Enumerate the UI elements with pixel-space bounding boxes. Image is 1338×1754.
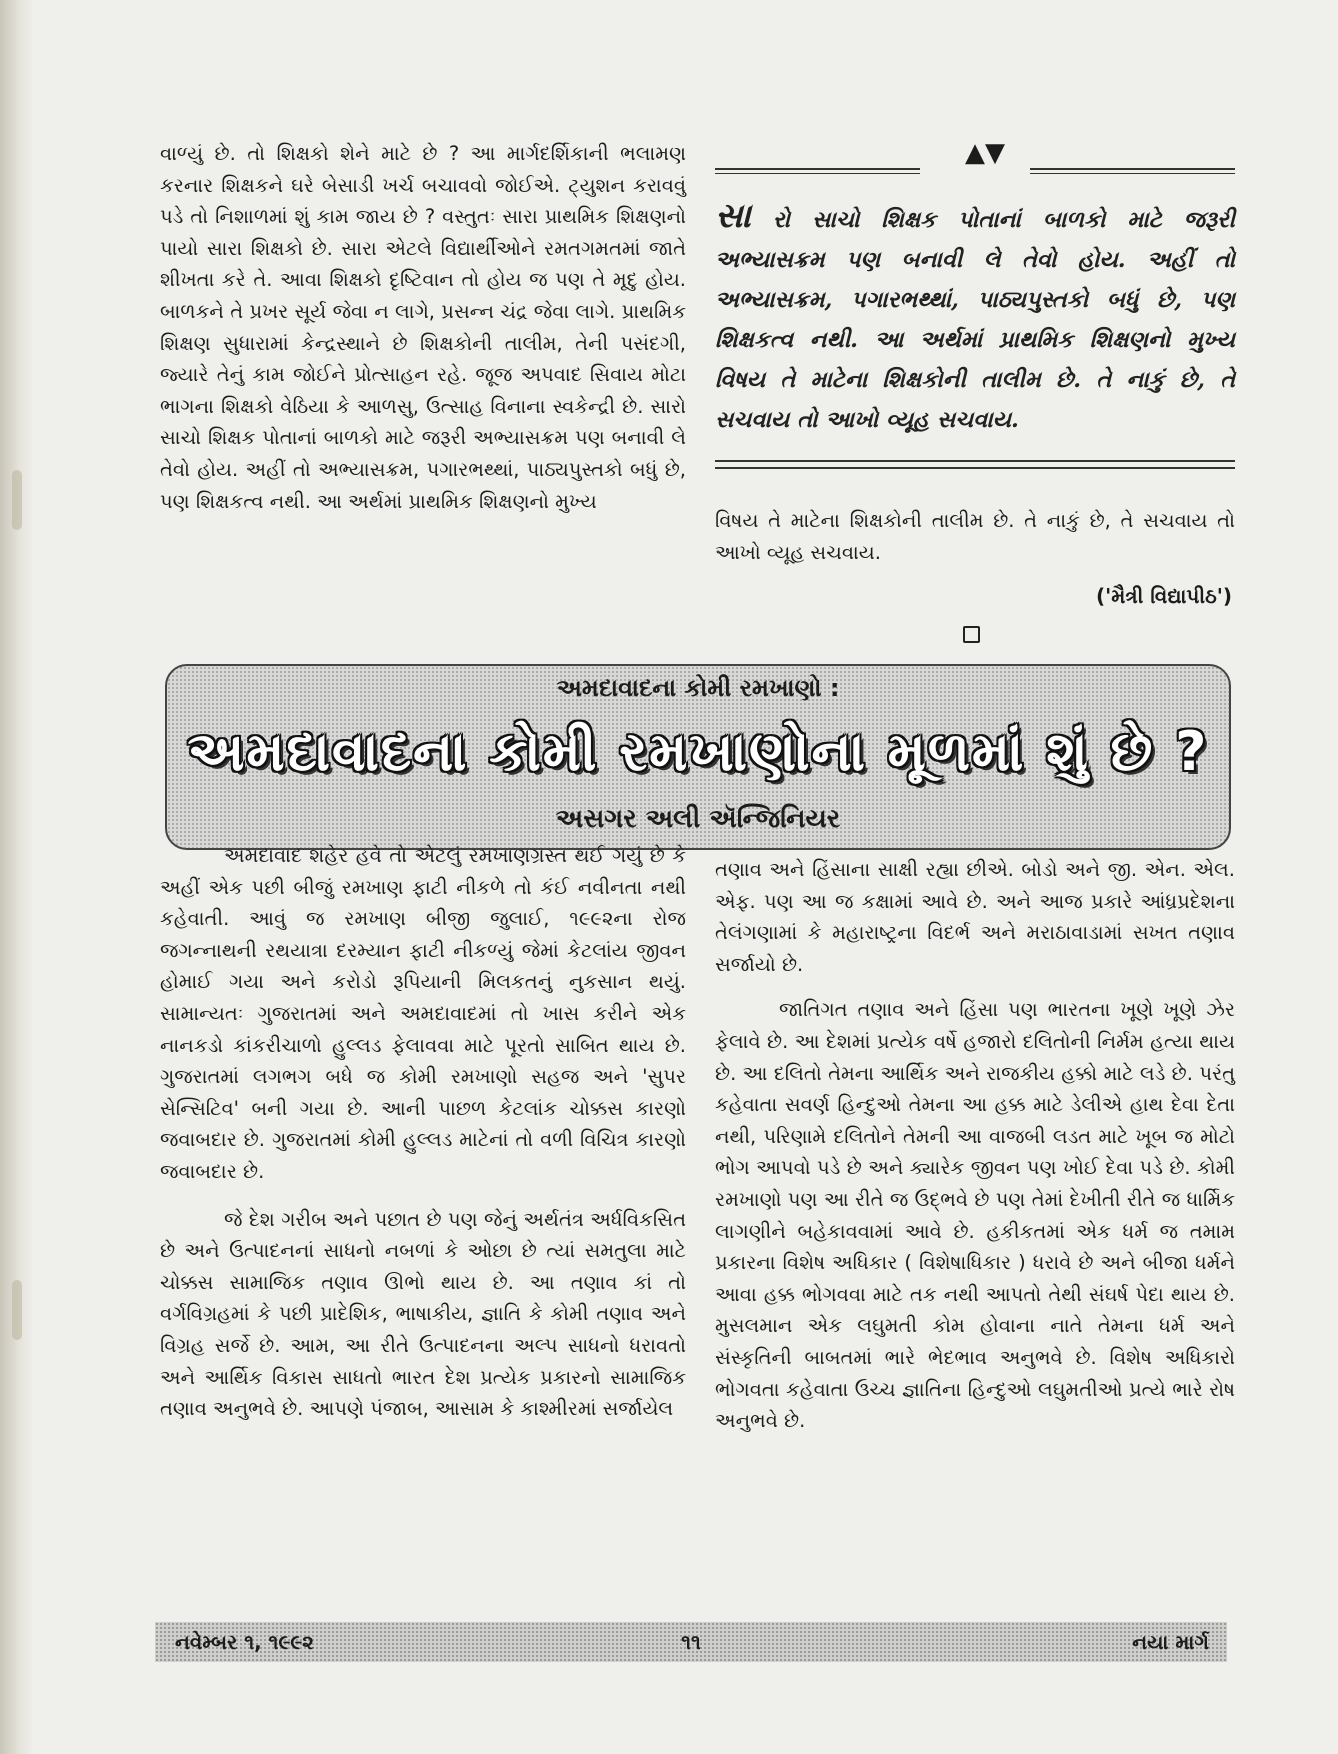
magazine-name: નયા માર્ગ <box>1132 1630 1209 1654</box>
pullquote-rule-bottom <box>715 460 1235 469</box>
author-byline: અસગર અલી ઍન્જિનિયર <box>555 804 841 834</box>
paragraph: જાતિગત તણાવ અને હિંસા પણ ભારતના ખૂણે ખૂણે ઝેર ફેલાવે છે. આ દેશમાં પ્રત્યેક વર્ષે હજારો દલિતોની નિર્મમ હત્યા થાય છે. આ દલિતો તેમના આર્થિક અને રાજકીય હક્કો માટે લડે છે. પરંતુ કહેવાતા સવર્ણ હિન્દુઓ તેમના આ હક્ક માટે ડેલીએ હાથ દેવા દેતા નથી, પરિણામે દલિતોને તેમની આ વાજબી લડત માટે ખૂબ જ મોટો ભોગ આપવો પડે છે અને ક્યારેક જીવન પણ ખોઈ દેવા પડે છે. કોમી રમખાણો પણ આ રીતે જ ઉદ્ભવે છે પણ તેમાં દેખીતી રીતે જ ધાર્મિક લાગણીને બહેકાવવામાં આવે છે. હકીકતમાં એક ધર્મ જ તમામ પ્રકારના વિશેષ અધિકાર ( વિશેષાધિકાર ) ધરાવે છે અને બીજા ધર્મને આવા હક્ક ભોગવવા માટે તક નથી આપતો તેથી સંઘર્ષ પેદા થાય છે. મુસલમાન એક લઘુમતી કોમ હોવાના નાતે તેમના ધર્મ અને સંસ્કૃતિની બાબતમાં ભારે ભેદભાવ અનુભવે છે. વિશેષ અધિકારો ભોગવતા કહેવાતા ઉચ્ચ જ્ઞાતિના હિન્દુઓ લઘુમતીઓ પ્રત્યે ભારે રોષ અનુભવે છે. <box>715 998 1235 1433</box>
source-credit: ('મૈત્રી વિદ્યાપીઠ') <box>1095 584 1232 608</box>
paper-stain <box>12 470 22 530</box>
paragraph: તણાવ અને હિંસાના સાક્ષી રહ્યા છીએ. બોડો અને જી. એન. એલ. એફ. પણ આ જ કક્ષામાં આવે છે. અને આજ પ્રકારે આંધ્રપ્રદેશના તેલંગણામાં કે મહારાષ્ટ્રના વિદર્ભ અને મરાઠાવાડામાં સખત તણાવ સર્જાયો છે. <box>715 858 1235 976</box>
article-headline: અમદાવાદના કોમી રમખાણોના મૂળમાં શું છે ? <box>187 720 1209 783</box>
page-footer <box>155 1622 1227 1662</box>
page-number: ૧૧ <box>681 1630 701 1654</box>
paragraph: જે દેશ ગરીબ અને પછાત છે પણ જેનું અર્થતંત્ર અર્ધવિકસિત છે અને ઉત્પાદનનાં સાધનો નબળાં કે ઓછા છે ત્યાં સમતુલા માટે ચોક્કસ સામાજિક તણાવ ઊભો થાય છે. આ તણાવ કાં તો વર્ગવિગ્રહમાં કે પછી પ્રાદેશિક, ભાષાકીય, જ્ઞાતિ કે કોમી તણાવ અને વિગ્રહ સર્જે છે. આમ, આ રીતે ઉત્પાદનના અલ્પ સાધનો ધરાવતો અને આર્થિક વિકાસ સાધતો ભારત દેશ પ્રત્યેક પ્રકારનો સામાજિક તણાવ અનુભવે છે. આપણે પંજાબ, આસામ કે કાશ્મીરમાં સર્જાયેલ <box>160 1207 686 1421</box>
page-binding-edge <box>0 0 34 1754</box>
pullquote-body: રો સાચો શિક્ષક પોતાનાં બાળકો માટે જરૂરી અભ્યાસક્રમ પણ બનાવી લે તેવો હોય. અહીં તો અભ્યાસક્રમ, પગારભથ્થાં, પાઠ્યપુસ્તકો બધું છે, પણ શિક્ષકત્વ નથી. આ અર્થમાં પ્રાથમિક શિક્ષણનો મુખ્ય વિષય તે માટેના શિક્ષકોની તાલીમ છે. તે નાકું છે, તે સચવાય તો આખો વ્યૂહ સચવાય. <box>715 207 1235 433</box>
paragraph: વાળ્યું છે. તો શિક્ષકો શેને માટે છે ? આ માર્ગદર્શિકાની ભલામણ કરનાર શિક્ષકને ઘરે બેસાડી ખર્ચ બચાવવો જોઈએ. ટ્યુશન કરાવવું પડે તો નિશાળમાં શું કામ જાય છે ? વસ્તુતઃ સારા પ્રાથમિક શિક્ષણનો પાયો સારા શિક્ષકો છે. સારા એટલે વિદ્યાર્થીઓને રમતગમતમાં જાતે શીખતા કરે તે. આવા શિક્ષકો દૃષ્ટિવાન તો હોય જ પણ તે મૃદુ હોય. બાળકને તે પ્રખર સૂર્ય જેવા ન લાગે, પ્રસન્ન ચંદ્ર જેવા લાગે. પ્રાથમિક શિક્ષણ સુધારામાં કેન્દ્રસ્થાને છે શિક્ષકોની તાલીમ, તેની પસંદગી, જ્યારે તેનું કામ જોઈને પ્રોત્સાહન રહે. જૂજ અપવાદ સિવાય મોટા ભાગના શિક્ષકો વેઠિયા કે આળસુ, ઉત્સાહ વિનાના સ્વકેન્દ્રી છે. સારો સાચો શિક્ષક પોતાનાં બાળકો માટે જરૂરી અભ્યાસક્રમ પણ બનાવી લે તેવો હોય. અહીં તો અભ્યાસક્રમ, પગારભથ્થાં, પાઠ્યપુસ્તકો બધું છે, પણ શિક્ષકત્વ નથી. આ અર્થમાં પ્રાથમિક શિક્ષણનો મુખ્ય <box>160 142 686 513</box>
pullquote-text <box>715 196 1235 440</box>
end-mark-icon <box>963 626 980 643</box>
section-kicker: અમદાવાદના કોમી રમખાણો : <box>556 674 840 702</box>
issue-date: નવેમ્બર ૧, ૧૯૯૨ <box>175 1630 314 1654</box>
article-column-left <box>160 840 686 1425</box>
paper-stain <box>12 1280 22 1340</box>
column-top-left <box>160 138 686 517</box>
drop-cap: સા <box>715 196 751 236</box>
pullquote-rule-left <box>715 168 920 174</box>
article-column-right <box>715 854 1235 1437</box>
paragraph: વિષય તે માટેના શિક્ષકોની તાલીમ છે. તે નાકું છે, તે સચવાય તો આખો વ્યૂહ સચવાય. <box>715 509 1235 564</box>
column-top-right <box>715 505 1235 568</box>
article-header-banner <box>165 664 1231 850</box>
pullquote-rule-right <box>1030 168 1235 174</box>
triangle-ornament-icon: ▲▼ <box>965 138 1005 168</box>
paragraph: અમદાવાદ શહેર હવે તો એટલું રમખાણગ્રસ્ત થઈ ગયું છે કે અહીં એક પછી બીજું રમખાણ ફાટી નીકળે તો કંઈ નવીનતા નથી કહેવાતી. આવું જ રમખાણ બીજી જુલાઈ, ૧૯૯૨ના રોજ જગન્નાથની રથયાત્રા દરમ્યાન ફાટી નીકળ્યું જેમાં કેટલાંય જીવન હોમાઈ ગયા અને કરોડો રૂપિયાની મિલકતનું નુકસાન થયું. સામાન્યતઃ ગુજરાતમાં અને અમદાવાદમાં તો ખાસ કરીને એક નાનકડો કાંકરીચાળો હુલ્લડ ફેલાવવા માટે પૂરતો સાબિત થાય છે. ગુજરાતમાં લગભગ બધે જ કોમી રમખાણો સહજ અને 'સુપર સેન્સિટિવ' બની ગયા છે. આની પાછળ કેટલાંક ચોક્કસ કારણો જવાબદાર છે. ગુજરાતમાં કોમી હુલ્લડ માટેનાં તો વળી વિચિત્ર કારણો જવાબદાર છે. <box>160 844 686 1183</box>
